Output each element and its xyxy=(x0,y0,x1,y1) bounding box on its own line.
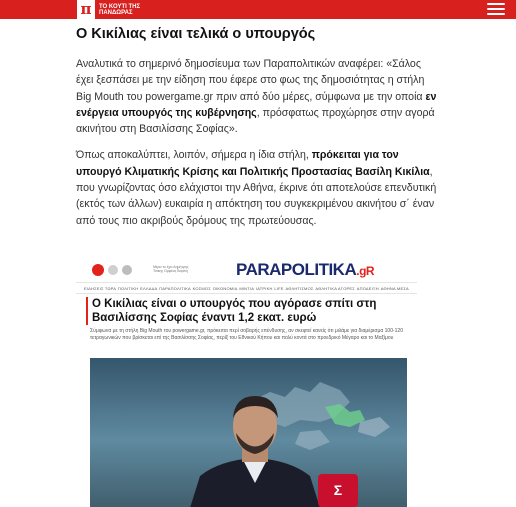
embed-lead: Σύμφωνα με τη στήλη Big Mouth του powergame.gr, πρόκειται περί σοβαρής επένδυσης, αν σκεφτεί κανείς ότι μιλάμε για διαμέρισμα 100-120 τετραγωνικών που βρίσκεται επί της Βασιλίσσης Σοφίας, περίξ του Εθνικού Κήπου και πολύ κοντά στο προεδρικό Μέγαρο και το Μαξίμου xyxy=(90,328,403,341)
menu-line xyxy=(487,13,505,15)
embed-nav-item: ΚΟΣΜΟΣ xyxy=(192,285,211,291)
p1-text-a: Αναλυτικά το σημερινό δημοσίευμα των Παραπολιτικών αναφέρει: «Σάλος έχει ξεσπάσει με την είδηση που έφερε στο φως της δημοσιότητας η στήλη Big Mouth του powergame.gr πριν από δύο μέρες, σύμφωνα με την οποία xyxy=(76,58,426,103)
station-logo-icon xyxy=(122,265,132,275)
embed-small-text: Μέρα το έχει Δημήτρης Τσίκης Ορφέας Βαρίνη xyxy=(153,265,189,273)
embed-title: Ο Κικίλιας είναι ο υπουργός που αγόρασε σπίτι στη Βασιλίσσης Σοφίας έναντι 1,2 εκατ. ευρώ xyxy=(86,297,407,325)
embed-nav-item: ΕΙΔΗΣΕΙΣ ΤΩΡΑ xyxy=(84,285,117,291)
person-figure xyxy=(180,388,330,507)
menu-line xyxy=(487,3,505,5)
radio-logo-icon xyxy=(92,264,104,276)
embed-nav-item: ΙΑΤΡΙΚΗ xyxy=(255,285,273,291)
p2-bold: πρόκειται για τον υπουργό Κλιματικής Κρίσης και Πολιτικής Προστασίας Βασίλη Κικίλια xyxy=(76,149,430,178)
embed-nav-item: ΟΙΚΟΝΟΜΙΑ xyxy=(212,285,238,291)
embed-nav-item: ΜΙΝΤΙΑ xyxy=(239,285,255,291)
microphone-logo xyxy=(318,474,358,507)
mic-letter: Σ xyxy=(333,482,343,498)
p2-text-b: , που γνωρίζοντας όσο ελάχιστοι την Αθήνα, έκρινε ότι αποτελούσε επενδυτική (εκτός των άλλων) ευκαιρία η απόκτηση του συγκεκριμένου ακινήτου σ΄ έναν από τους πιο ακριβούς δρόμους της πρωτεύουσας. xyxy=(76,165,437,227)
parapolitika-logo-suffix: .gR xyxy=(356,264,375,278)
embed-nav-item: ΑΠΟΔΕΙΞΗ xyxy=(356,285,379,291)
station-logo-icon xyxy=(108,265,118,275)
embed-nav-item: ΑΘΗΝΑ ΜΕΣΑ xyxy=(380,285,409,291)
article-title: Ο Κικίλιας είναι τελικά ο υπουργός xyxy=(76,26,316,42)
embed-nav xyxy=(76,283,417,294)
p1-bold: εν ενέργεια υπουργός της κυβέρνησης xyxy=(76,90,437,119)
parapolitika-logo-main: PARAPOLITIKA xyxy=(236,260,357,279)
embed-nav-item: ΠΑΡΑΠΟΛΙΤΙΚΑ xyxy=(159,285,191,291)
top-bar xyxy=(0,0,516,19)
p1-text-b: , πρόσφατως προχώρησε στην αγορά ακινήτου στη Βασιλίσσης Σοφίας». xyxy=(76,106,435,136)
embed-header xyxy=(76,257,417,283)
embed-nav-item: ΑΘΛΗΤΙΣΜΟΣ xyxy=(285,285,314,291)
logo-text: ΤΟ ΚΟΥΤΙ ΤΗΣ ΠΑΝΔΩΡΑΣ xyxy=(99,3,141,16)
embedded-screenshot xyxy=(76,257,417,507)
hamburger-menu-icon[interactable] xyxy=(487,2,505,16)
embed-nav-item: ΑΘΛΗΤΙΚΑ ΑΓΟΡΕΣ xyxy=(315,285,355,291)
article-body xyxy=(76,25,441,229)
embed-nav-item: ΕΛΛΑΔΑ xyxy=(140,285,158,291)
site-logo[interactable] xyxy=(77,0,159,19)
parapolitika-logo xyxy=(236,260,374,280)
article-paragraph-1 xyxy=(76,56,441,137)
p2-text-a: Όπως αποκαλύπτει, λοιπόν, σήμερα η ίδια στήλη, xyxy=(76,149,312,162)
embed-nav-item: ΠΟΛΙΤΙΚΗ xyxy=(117,285,139,291)
embed-nav-item: LIFE xyxy=(274,285,284,291)
logo-pi-icon: π xyxy=(77,0,95,19)
embed-photo xyxy=(90,358,407,507)
article-paragraph-2 xyxy=(76,147,441,228)
menu-line xyxy=(487,8,505,10)
